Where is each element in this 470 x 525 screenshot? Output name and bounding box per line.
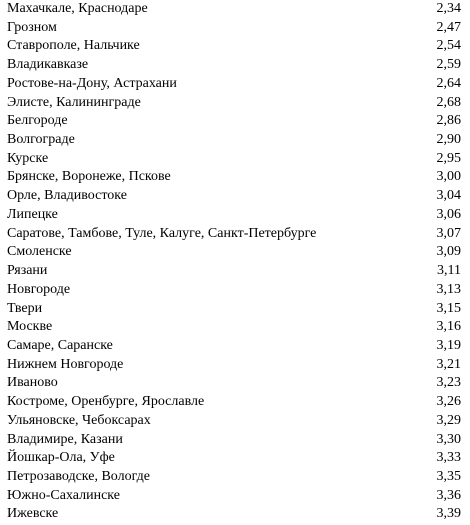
city-names-cell: Южно-Сахалинске <box>7 487 120 503</box>
value-cell: 3,13 <box>436 281 461 297</box>
table-row <box>0 243 470 262</box>
table-row <box>0 318 470 337</box>
value-cell: 3,23 <box>436 375 461 391</box>
table-row <box>0 505 470 524</box>
table-row <box>0 337 470 356</box>
table-row <box>0 487 470 506</box>
value-cell: 2,59 <box>436 57 461 73</box>
city-names-cell: Грозном <box>7 19 57 35</box>
table-row <box>0 37 470 56</box>
table-row <box>0 262 470 281</box>
city-names-cell: Ставрополе, Нальчике <box>7 38 140 54</box>
city-names-cell: Махачкале, Краснодаре <box>7 1 148 16</box>
table-row <box>0 300 470 319</box>
table-row <box>0 94 470 113</box>
city-names-cell: Элисте, Калининграде <box>7 94 141 110</box>
city-names-cell: Владикавказе <box>7 57 89 73</box>
city-names-cell: Иваново <box>7 375 58 391</box>
value-cell: 2,54 <box>436 38 461 54</box>
value-cell: 3,21 <box>436 356 461 372</box>
city-names-cell: Саратове, Тамбове, Туле, Калуге, Санкт-Петербурге <box>7 225 317 241</box>
value-cell: 2,90 <box>436 132 461 148</box>
value-cell: 3,09 <box>436 244 461 260</box>
value-cell: 3,07 <box>436 225 461 241</box>
value-cell: 2,86 <box>436 113 461 129</box>
city-names-cell: Самаре, Саранске <box>7 337 113 353</box>
value-cell: 3,33 <box>436 450 461 466</box>
value-cell: 3,30 <box>436 431 461 447</box>
table-row <box>0 187 470 206</box>
city-names-cell: Йошкар-Ола, Уфе <box>7 450 115 466</box>
city-names-cell: Петрозаводске, Вологде <box>7 468 150 484</box>
value-cell: 3,04 <box>436 188 461 204</box>
city-names-cell: Брянске, Воронеже, Пскове <box>7 169 171 185</box>
value-cell: 3,39 <box>436 506 461 522</box>
table-row <box>0 356 470 375</box>
value-cell: 3,06 <box>436 206 461 222</box>
value-cell: 2,64 <box>436 75 461 91</box>
city-names-cell: Рязани <box>7 263 48 279</box>
table-row <box>0 206 470 225</box>
table-row <box>0 131 470 150</box>
city-names-cell: Владимире, Казани <box>7 431 123 447</box>
city-names-cell: Курске <box>7 150 49 166</box>
city-names-cell: Новгороде <box>7 281 71 297</box>
city-names-cell: Ульяновске, Чебоксарах <box>7 412 151 428</box>
value-cell: 3,35 <box>436 468 461 484</box>
value-cell: 3,36 <box>436 487 461 503</box>
table-row <box>0 150 470 169</box>
value-cell: 3,16 <box>436 319 461 335</box>
value-cell: 2,95 <box>436 150 461 166</box>
table-row <box>0 168 470 187</box>
city-names-cell: Орле, Владивостоке <box>7 188 127 204</box>
value-cell: 3,00 <box>436 169 461 185</box>
value-cell: 2,68 <box>436 94 461 110</box>
table-row <box>0 393 470 412</box>
value-cell: 2,47 <box>436 19 461 35</box>
value-cell: 3,11 <box>437 263 461 279</box>
city-names-cell: Твери <box>7 300 43 316</box>
table-row <box>0 75 470 94</box>
city-names-cell: Костроме, Оренбурге, Ярославле <box>7 394 205 410</box>
city-names-cell: Нижнем Новгороде <box>7 356 124 372</box>
table-row <box>0 374 470 393</box>
city-names-cell: Москве <box>7 319 53 335</box>
value-cell: 3,19 <box>436 337 461 353</box>
table-row <box>0 431 470 450</box>
city-names-cell: Волгограде <box>7 132 75 148</box>
city-names-cell: Ростове-на-Дону, Астрахани <box>7 75 177 91</box>
city-names-cell: Ижевске <box>7 506 59 522</box>
table-row <box>0 0 470 19</box>
city-names-cell: Липецке <box>7 206 58 222</box>
value-cell: 3,26 <box>436 394 461 410</box>
table-row <box>0 19 470 38</box>
table-row <box>0 225 470 244</box>
city-names-cell: Белгороде <box>7 113 68 129</box>
table-row <box>0 112 470 131</box>
table-row <box>0 449 470 468</box>
value-cell: 3,29 <box>436 412 461 428</box>
table-row <box>0 281 470 300</box>
table-row <box>0 56 470 75</box>
table-row <box>0 468 470 487</box>
city-names-cell: Смоленске <box>7 244 72 260</box>
value-cell: 2,34 <box>436 1 461 16</box>
table-row <box>0 412 470 431</box>
value-cell: 3,15 <box>436 300 461 316</box>
